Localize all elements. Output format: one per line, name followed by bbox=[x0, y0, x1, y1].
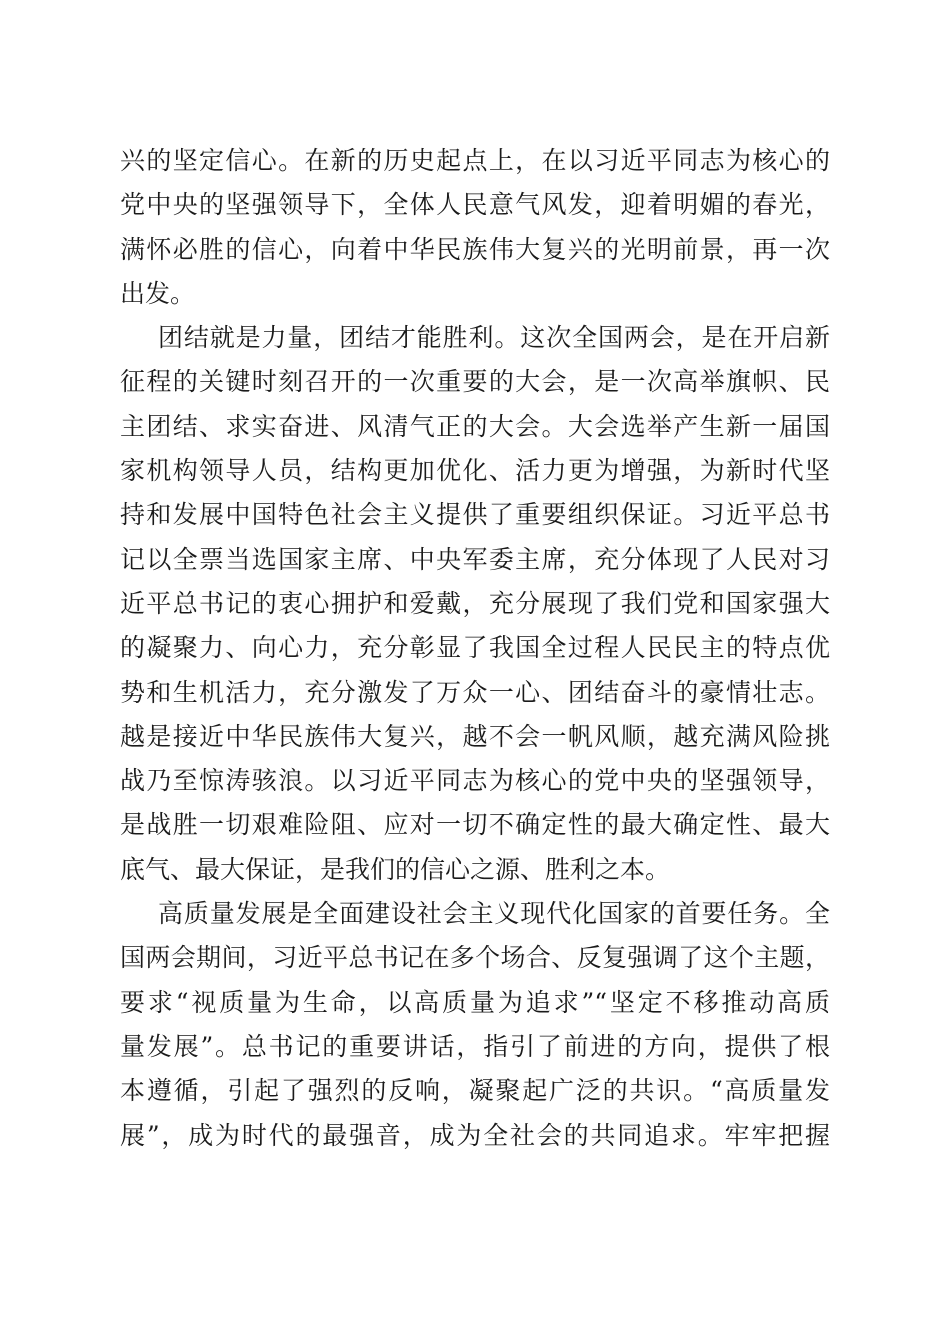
text-line: 出发。 bbox=[120, 278, 196, 308]
paragraph-1 bbox=[120, 139, 830, 316]
paragraph-3 bbox=[120, 892, 830, 1158]
text-line: 持和发展中国特色社会主义提供了重要组织保证。习近平总书 bbox=[120, 500, 830, 530]
text-line: 兴的坚定信心。在新的历史起点上，在以习近平同志为核心的 bbox=[120, 146, 830, 175]
text-line: 记以全票当选国家主席、中央军委主席，充分体现了人民对习 bbox=[120, 544, 830, 574]
text-line: 家机构领导人员，结构更加优化、活力更为增强，为新时代坚 bbox=[120, 456, 830, 486]
text-line: 近平总书记的衷心拥护和爱戴，充分展现了我们党和国家强大 bbox=[120, 588, 830, 618]
text-line: 的凝聚力、向心力，充分彰显了我国全过程人民民主的特点优 bbox=[120, 633, 830, 663]
text-line: 势和生机活力，充分激发了万众一心、团结奋斗的豪情壮志。 bbox=[120, 677, 830, 707]
text-line: 展”，成为时代的最强音，成为全社会的共同追求。牢牢把握 bbox=[120, 1120, 830, 1150]
text-line: 量发展”。总书记的重要讲话，指引了前进的方向，提供了根 bbox=[120, 1031, 830, 1061]
text-line: 高质量发展是全面建设社会主义现代化国家的首要任务。全 bbox=[158, 899, 830, 929]
text-line: 团结就是力量，团结才能胜利。这次全国两会，是在开启新 bbox=[158, 323, 830, 353]
paragraph-2 bbox=[120, 316, 830, 892]
text-line: 国两会期间，习近平总书记在多个场合、反复强调了这个主题， bbox=[120, 943, 830, 973]
body-text bbox=[120, 139, 830, 1158]
text-line: 是战胜一切艰难险阻、应对一切不确定性的最大确定性、最大 bbox=[120, 810, 830, 840]
text-line: 要求“视质量为生命，以高质量为追求”“坚定不移推动高质 bbox=[120, 987, 830, 1017]
text-line: 本遵循，引起了强烈的反响，凝聚起广泛的共识。“高质量发 bbox=[120, 1076, 830, 1106]
text-line: 战乃至惊涛骇浪。以习近平同志为核心的党中央的坚强领导， bbox=[120, 766, 830, 796]
text-line: 党中央的坚强领导下，全体人民意气风发，迎着明媚的春光， bbox=[120, 190, 830, 220]
text-line: 征程的关键时刻召开的一次重要的大会，是一次高举旗帜、民 bbox=[120, 367, 830, 397]
text-line: 底气、最大保证，是我们的信心之源、胜利之本。 bbox=[120, 854, 671, 884]
text-line: 满怀必胜的信心，向着中华民族伟大复兴的光明前景，再一次 bbox=[120, 234, 830, 264]
text-line: 越是接近中华民族伟大复兴，越不会一帆风顺，越充满风险挑 bbox=[120, 721, 830, 751]
text-line: 主团结、求实奋进、风清气正的大会。大会选举产生新一届国 bbox=[120, 411, 830, 441]
